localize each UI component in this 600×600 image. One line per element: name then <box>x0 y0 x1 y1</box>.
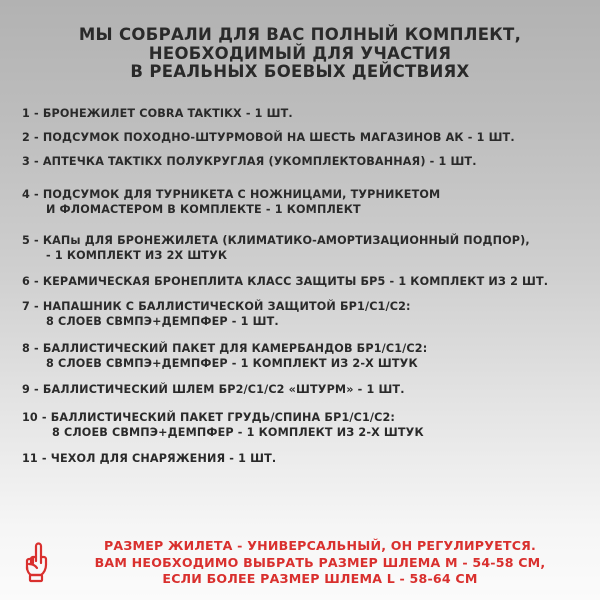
item-text: 1 - БРОНЕЖИЛЕТ COBRA TAKTIKX - 1 ШТ. <box>22 107 293 120</box>
list-item-2 <box>22 130 515 145</box>
list-item-1 <box>22 106 293 121</box>
list-item-5 <box>22 233 530 263</box>
item-text-continued: 8 СЛОЕВ СВМПЭ+ДЕМПФЕР - 1 КОМПЛЕКТ ИЗ 2-Х ШТУК <box>46 357 418 370</box>
note-line-3: ЕСЛИ БОЛЕЕ РАЗМЕР ШЛЕМА L - 58-64 СМ <box>162 571 478 586</box>
note-line-2: ВАМ НЕОБХОДИМО ВЫБРАТЬ РАЗМЕР ШЛЕМА M - 54-58 СМ, <box>94 554 546 570</box>
note-line-1: РАЗМЕР ЖИЛЕТА - УНИВЕРСАЛЬНЫЙ, ОН РЕГУЛИРУЕТСЯ. <box>103 538 537 553</box>
item-text: 11 - ЧЕХОЛ ДЛЯ СНАРЯЖЕНИЯ - 1 ШТ. <box>22 452 277 465</box>
item-text-continued: И ФЛОМАСТЕРОМ В КОМПЛЕКТЕ - 1 КОМПЛЕКТ <box>46 203 361 216</box>
list-item-8 <box>22 341 427 371</box>
item-text: 6 - КЕРАМИЧЕСКАЯ БРОНЕПЛИТА КЛАСС ЗАЩИТЫ БР5 - 1 КОМПЛЕКТ ИЗ 2 ШТ. <box>22 275 549 288</box>
list-item-3 <box>22 154 477 169</box>
title-line-2: НЕОБХОДИМЫЙ ДЛЯ УЧАСТИЯ <box>148 43 452 63</box>
item-text: 3 - АПТЕЧКА TAKTIKX ПОЛУКРУГЛАЯ (УКОМПЛЕКТОВАННАЯ) - 1 ШТ. <box>22 155 477 168</box>
item-text: 7 - НАПАШНИК С БАЛЛИСТИЧЕСКОЙ ЗАЩИТОЙ БР1/С1/С2: <box>22 300 411 313</box>
item-text: 4 - ПОДСУМОК ДЛЯ ТУРНИКЕТА С НОЖНИЦАМИ, ТУРНИКЕТОМ <box>22 188 441 201</box>
item-text: 5 - КАПы ДЛЯ БРОНЕЖИЛЕТА (КЛИМАТИКО-АМОРТИЗАЦИОННЫЙ ПОДПОР), <box>22 234 530 247</box>
item-text: 10 - БАЛЛИСТИЧЕСКИЙ ПАКЕТ ГРУДЬ/СПИНА БР1/С1/С2: <box>22 411 396 424</box>
title-line-1: МЫ СОБРАЛИ ДЛЯ ВАС ПОЛНЫЙ КОМПЛЕКТ, <box>78 25 522 44</box>
list-item-6 <box>22 274 548 289</box>
item-text-continued: 8 СЛОЕВ СВМПЭ+ДЕМПФЕР - 1 КОМПЛЕКТ ИЗ 2-Х ШТУК <box>52 426 424 439</box>
list-item-10 <box>22 410 424 440</box>
list-item-7 <box>22 299 411 329</box>
page-title <box>0 26 600 82</box>
title-line-3: В РЕАЛЬНЫХ БОЕВЫХ ДЕЙСТВИЯХ <box>130 62 470 81</box>
item-text: 8 - БАЛЛИСТИЧЕСКИЙ ПАКЕТ ДЛЯ КАМЕРБАНДОВ БР1/С1/С2: <box>22 342 428 355</box>
size-note-text <box>42 538 598 588</box>
item-text: 2 - ПОДСУМОК ПОХОДНО-ШТУРМОВОЙ НА ШЕСТЬ МАГАЗИНОВ АК - 1 ШТ. <box>22 131 515 144</box>
list-item-9 <box>22 382 405 397</box>
item-text: 9 - БАЛЛИСТИЧЕСКИЙ ШЛЕМ БР2/С1/С2 «ШТУРМ» - 1 ШТ. <box>22 383 405 396</box>
item-text-continued: - 1 КОМПЛЕКТ ИЗ 2Х ШТУК <box>46 249 228 262</box>
item-text-continued: 8 СЛОЕВ СВМПЭ+ДЕМПФЕР - 1 ШТ. <box>46 315 279 328</box>
list-item-11 <box>22 451 276 466</box>
list-item-4 <box>22 187 440 217</box>
